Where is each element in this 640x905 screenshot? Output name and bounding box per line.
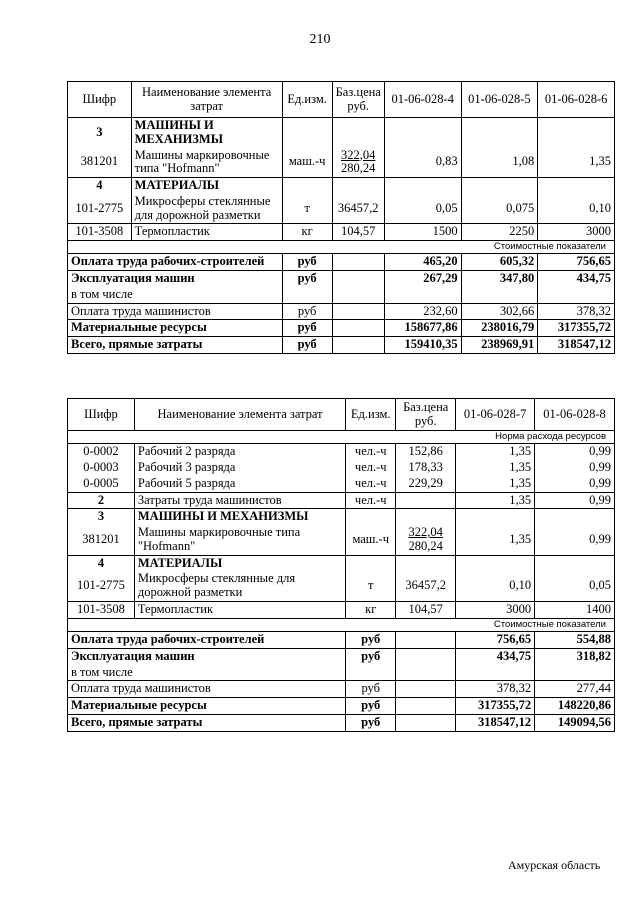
summary-name: Оплата труда машинистов [68, 303, 283, 320]
summary-name: Эксплуатация машин [68, 271, 283, 287]
header-col: 01-06-028-6 [538, 82, 615, 118]
price-primary: 322,04 [408, 525, 443, 540]
table-row [68, 460, 615, 476]
row-value: 1400 [535, 601, 615, 618]
row-unit: кг [346, 601, 396, 618]
table-row [68, 509, 615, 525]
resource-table-2 [67, 398, 615, 732]
row-price: 178,33 [396, 460, 456, 476]
row-code: 101-3508 [68, 601, 135, 618]
summary-row [68, 714, 615, 731]
caption-row [68, 431, 615, 444]
summary-row [68, 681, 615, 698]
row-price: 229,29 [396, 476, 456, 492]
summary-value: 159410,35 [384, 337, 461, 354]
summary-unit: руб [346, 714, 396, 731]
cost-caption: Стоимостные показатели [68, 241, 615, 254]
summary-value: 318,82 [535, 648, 615, 664]
summary-unit: руб [282, 271, 332, 287]
region-footer: Амурская область [508, 858, 601, 872]
summary-value: 232,60 [384, 303, 461, 320]
summary-name: Оплата труда рабочих-строителей [68, 632, 346, 649]
row-unit: чел.-ч [346, 492, 396, 509]
section-title: МАТЕРИАЛЫ [131, 178, 282, 194]
summary-value: 238016,79 [461, 320, 538, 337]
section-number: 4 [68, 178, 132, 194]
summary-unit: руб [282, 254, 332, 271]
table-row [68, 178, 615, 194]
summary-value: 756,65 [538, 254, 615, 271]
row-unit: т [282, 194, 332, 224]
header-col: 01-06-028-5 [461, 82, 538, 118]
summary-row [68, 665, 615, 681]
row-name: Термопластик [134, 601, 345, 618]
summary-unit: руб [282, 320, 332, 337]
row-value: 1,35 [456, 460, 535, 476]
row-unit: маш.-ч [282, 148, 332, 178]
summary-value: 148220,86 [535, 698, 615, 715]
price-secondary: 280,24 [341, 161, 376, 176]
row-price [396, 525, 456, 555]
table-row [68, 118, 615, 148]
row-value: 0,83 [384, 148, 461, 178]
row-value: 0,05 [384, 194, 461, 224]
row-price: 36457,2 [332, 194, 384, 224]
summary-note: в том числе [68, 287, 283, 303]
row-code: 101-2775 [68, 571, 135, 601]
section-number: 4 [68, 555, 135, 571]
summary-value: 434,75 [456, 648, 535, 664]
summary-unit: руб [346, 681, 396, 698]
summary-row [68, 698, 615, 715]
row-value: 1,08 [461, 148, 538, 178]
summary-name: Оплата труда машинистов [68, 681, 346, 698]
summary-row [68, 254, 615, 271]
row-value: 1,35 [456, 444, 535, 460]
row-value: 0,075 [461, 194, 538, 224]
summary-value: 554,88 [535, 632, 615, 649]
row-unit: чел.-ч [346, 476, 396, 492]
row-price: 104,57 [396, 601, 456, 618]
header-price: Баз.цена руб. [332, 82, 384, 118]
summary-value: 302,66 [461, 303, 538, 320]
row-price: 36457,2 [396, 571, 456, 601]
summary-value: 317355,72 [456, 698, 535, 715]
row-value: 2250 [461, 224, 538, 241]
row-value: 0,10 [538, 194, 615, 224]
row-value: 1,35 [456, 525, 535, 555]
summary-value: 318547,12 [538, 337, 615, 354]
table-row [68, 444, 615, 460]
price-primary: 322,04 [341, 147, 376, 162]
summary-name: Эксплуатация машин [68, 648, 346, 664]
header-col: 01-06-028-8 [535, 399, 615, 431]
summary-unit: руб [282, 337, 332, 354]
table-row [68, 476, 615, 492]
row-name: Рабочий 3 разряда [134, 460, 345, 476]
price-secondary: 280,24 [408, 538, 443, 553]
summary-row [68, 648, 615, 664]
header-code: Шифр [68, 399, 135, 431]
section-title: МАШИНЫ И МЕХАНИЗМЫ [131, 118, 282, 148]
row-value: 0,05 [535, 571, 615, 601]
row-value: 1500 [384, 224, 461, 241]
header-name: Наименование элемента затрат [131, 82, 282, 118]
summary-note: в том числе [68, 665, 346, 681]
summary-value: 756,65 [456, 632, 535, 649]
table-row [68, 224, 615, 241]
row-name: Микросферы стеклянные для дорожной разметки [134, 571, 345, 601]
table-row [68, 571, 615, 601]
summary-value: 347,80 [461, 271, 538, 287]
summary-row [68, 320, 615, 337]
row-value: 1,35 [456, 476, 535, 492]
section-number: 2 [68, 492, 135, 509]
row-name: Машины маркировочные типа "Hofmann" [134, 525, 345, 555]
summary-value: 158677,86 [384, 320, 461, 337]
summary-row [68, 271, 615, 287]
row-name: Микросферы стеклянные для дорожной разметки [131, 194, 282, 224]
row-value: 1,35 [538, 148, 615, 178]
summary-name: Оплата труда рабочих-строителей [68, 254, 283, 271]
row-code: 0-0005 [68, 476, 135, 492]
row-value: 0,99 [535, 476, 615, 492]
summary-value: 434,75 [538, 271, 615, 287]
summary-value: 317355,72 [538, 320, 615, 337]
row-name: Рабочий 2 разряда [134, 444, 345, 460]
row-code: 0-0002 [68, 444, 135, 460]
table-row [68, 492, 615, 509]
summary-value: 465,20 [384, 254, 461, 271]
table-row [68, 148, 615, 178]
summary-value: 267,29 [384, 271, 461, 287]
summary-value: 378,32 [456, 681, 535, 698]
summary-value: 149094,56 [535, 714, 615, 731]
table-header-row [68, 399, 615, 431]
header-col: 01-06-028-4 [384, 82, 461, 118]
row-name: Затраты труда машинистов [134, 492, 345, 509]
row-value: 0,99 [535, 460, 615, 476]
row-unit: маш.-ч [346, 525, 396, 555]
summary-value: 318547,12 [456, 714, 535, 731]
section-title: МАШИНЫ И МЕХАНИЗМЫ [134, 509, 345, 525]
section-title: МАТЕРИАЛЫ [134, 555, 345, 571]
summary-unit: руб [346, 698, 396, 715]
row-value: 3000 [456, 601, 535, 618]
summary-row [68, 287, 615, 303]
page-number: 210 [309, 32, 331, 47]
row-value: 1,35 [456, 492, 535, 509]
row-code: 381201 [68, 525, 135, 555]
row-value: 0,99 [535, 444, 615, 460]
header-code: Шифр [68, 82, 132, 118]
table-row [68, 194, 615, 224]
caption-row [68, 241, 615, 254]
header-unit: Ед.изм. [282, 82, 332, 118]
summary-name: Всего, прямые затраты [68, 337, 283, 354]
table-row [68, 555, 615, 571]
resource-table-1 [67, 81, 615, 354]
header-unit: Ед.изм. [346, 399, 396, 431]
summary-name: Материальные ресурсы [68, 698, 346, 715]
summary-row [68, 303, 615, 320]
summary-name: Всего, прямые затраты [68, 714, 346, 731]
row-price: 104,57 [332, 224, 384, 241]
section-number: 3 [68, 509, 135, 525]
table-row [68, 601, 615, 618]
summary-name: Материальные ресурсы [68, 320, 283, 337]
row-price [332, 148, 384, 178]
row-code: 101-3508 [68, 224, 132, 241]
summary-unit: руб [282, 303, 332, 320]
norm-caption: Норма расхода ресурсов [68, 431, 615, 444]
table-row [68, 525, 615, 555]
cost-caption: Стоимостные показатели [68, 618, 615, 631]
row-value: 0,99 [535, 492, 615, 509]
row-value: 0,99 [535, 525, 615, 555]
row-name: Термопластик [131, 224, 282, 241]
row-code: 381201 [68, 148, 132, 178]
section-number: 3 [68, 118, 132, 148]
summary-value: 277,44 [535, 681, 615, 698]
summary-unit: руб [346, 632, 396, 649]
header-col: 01-06-028-7 [456, 399, 535, 431]
header-price: Баз.цена руб. [396, 399, 456, 431]
summary-row [68, 337, 615, 354]
summary-value: 378,32 [538, 303, 615, 320]
header-name: Наименование элемента затрат [134, 399, 345, 431]
row-value: 0,10 [456, 571, 535, 601]
caption-row [68, 618, 615, 631]
row-price: 152,86 [396, 444, 456, 460]
row-unit: т [346, 571, 396, 601]
row-code: 101-2775 [68, 194, 132, 224]
summary-row [68, 632, 615, 649]
row-name: Машины маркировочные типа "Hofmann" [131, 148, 282, 178]
row-unit: чел.-ч [346, 460, 396, 476]
row-name: Рабочий 5 разряда [134, 476, 345, 492]
row-unit: кг [282, 224, 332, 241]
summary-value: 605,32 [461, 254, 538, 271]
table-header-row [68, 82, 615, 118]
row-code: 0-0003 [68, 460, 135, 476]
summary-unit: руб [346, 648, 396, 664]
summary-value: 238969,91 [461, 337, 538, 354]
row-value: 3000 [538, 224, 615, 241]
row-unit: чел.-ч [346, 444, 396, 460]
